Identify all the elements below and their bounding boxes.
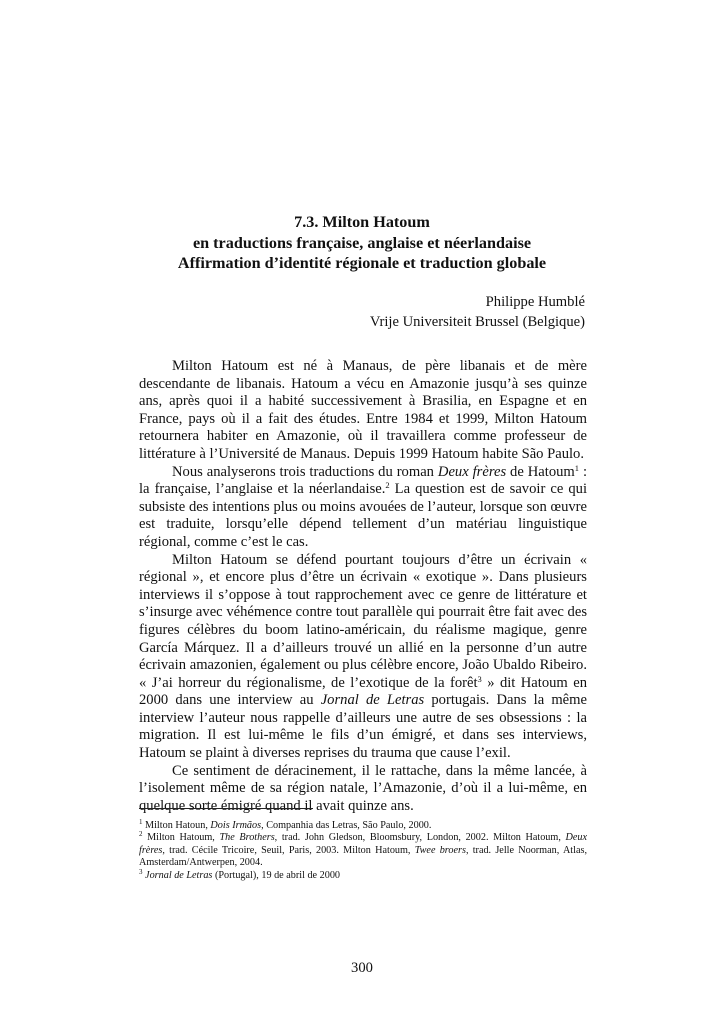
title-line-2: en traductions française, anglaise et néerlandaise <box>192 233 532 252</box>
footnote-ref-2[interactable]: 2 <box>385 480 390 491</box>
page-number: 300 <box>351 960 373 976</box>
footnotes <box>139 820 587 882</box>
footnote-number: 3 <box>139 867 143 876</box>
author-block <box>370 292 585 332</box>
author-affiliation: Vrije Universiteit Brussel (Belgique) <box>369 314 585 330</box>
footnote-ref-3[interactable]: 3 <box>477 673 482 684</box>
text-run: , trad. John Gledson, Bloomsbury, London, 2002. Milton Hatoum, <box>274 832 566 844</box>
footnote-1 <box>139 820 587 832</box>
footnote-separator <box>139 808 313 809</box>
title-line-3: Affirmation d’identité régionale et traduction globale <box>177 254 547 272</box>
text-run: , trad. Cécile Tricoire, Seuil, Paris, 2003. Milton Hatoum, <box>162 844 415 856</box>
text-run: portugais. Dans la même interview l’auteur nous rappelle d’ailleurs une autre de ses obsessions : la migration. Il est lui-même le fils d’un émigré, et dans ses interviews, Hatoum se plaint à diverses reprises du trauma que cause l’exil. <box>139 692 587 762</box>
footnote-number: 2 <box>139 830 143 839</box>
text-run: de Hatoum <box>506 463 575 480</box>
paragraph-3 <box>139 552 587 763</box>
journal-title: Jornal de Letras <box>320 692 425 709</box>
paragraph-2 <box>139 464 587 552</box>
footnote-2 <box>139 832 587 869</box>
chapter-title <box>0 212 724 274</box>
text-run: Milton Hatoum, <box>142 832 220 844</box>
text-run: » dit Hatoum en 2000 dans une interview au <box>139 674 587 709</box>
text-run: (Portugal), 19 de abril de 2000 <box>212 869 341 881</box>
footnote-ref-1[interactable]: 1 <box>574 462 580 473</box>
text-run: La question est de savoir ce qui subsiste des intentions plus ou moins avouées de l’auteur, lorsque son œuvre est traduite, lorsqu’elle dépend tellement d’un matériau linguistique régional, comme c’est le cas. <box>139 481 587 550</box>
body-text <box>139 358 587 815</box>
paragraph-1: Milton Hatoum est né à Manaus, de père libanais et de mère descendante de libanais. Hatoum a vécu en Amazonie jusqu’à ses quinze ans, après quoi il a habité successivement à Brasilia, en Espagne et en France, pays où il a fait des études. Entre 1984 et 1999, Milton Hatoum retournera habiter en Amazonie, où il travaillera comme professeur de littérature à l’Université de Manaus. Depuis 1999 Hatoum habite São Paulo. <box>139 358 587 462</box>
book-title: Deux frères <box>139 832 587 856</box>
footnote-3 <box>139 867 587 882</box>
paragraph-4: Ce sentiment de déracinement, il le rattache, dans la même lancée, à l’isolement même de sa région natale, l’Amazonie, d’où il a lui-même, en quelque sorte émigré quand il avait quinze ans. <box>139 762 587 814</box>
text-run: Milton Hatoun, <box>142 820 211 831</box>
text-run: Milton Hatoum se défend pourtant toujours d’être un écrivain « régional », et encore plus d’être un écrivain « exotique ». Dans plusieurs interviews il s’oppose à tout rapprochement avec ce genre de littérature et s’insurge avec véhémence contre tout parallèle qui pourrait être fait avec des figures célèbres du boom latino-américain, du réalisme magique, genre García Márquez. Il a d’ailleurs trouvé un allié en la personne d’un autre écrivain amazonien, également ou plus célèbre encore, João Ubaldo Ribeiro. « J’ai horreur du régionalisme, de l’exotique de la forêt <box>139 551 587 691</box>
book-title: Deux frères <box>437 463 507 480</box>
journal-title: Jornal de Letras <box>145 869 213 881</box>
book-title: The Brothers <box>219 832 275 844</box>
text-run: , trad. Jelle Noorman, Atlas, Amsterdam/Antwerpen, 2004. <box>139 844 587 869</box>
book-title: Dois Irmãos <box>210 820 262 831</box>
title-line-1: 7.3. Milton Hatoum <box>294 213 430 231</box>
author-name: Philippe Humblé <box>485 294 585 310</box>
footnote-number: 1 <box>139 818 143 826</box>
book-title: Twee broers <box>414 844 466 856</box>
text-run: : la française, l’anglaise et la néerlandaise. <box>139 463 587 498</box>
text-run: , Companhia das Letras, São Paulo, 2000. <box>261 820 432 831</box>
text-run: Nous analyserons trois traductions du roman <box>172 463 438 480</box>
